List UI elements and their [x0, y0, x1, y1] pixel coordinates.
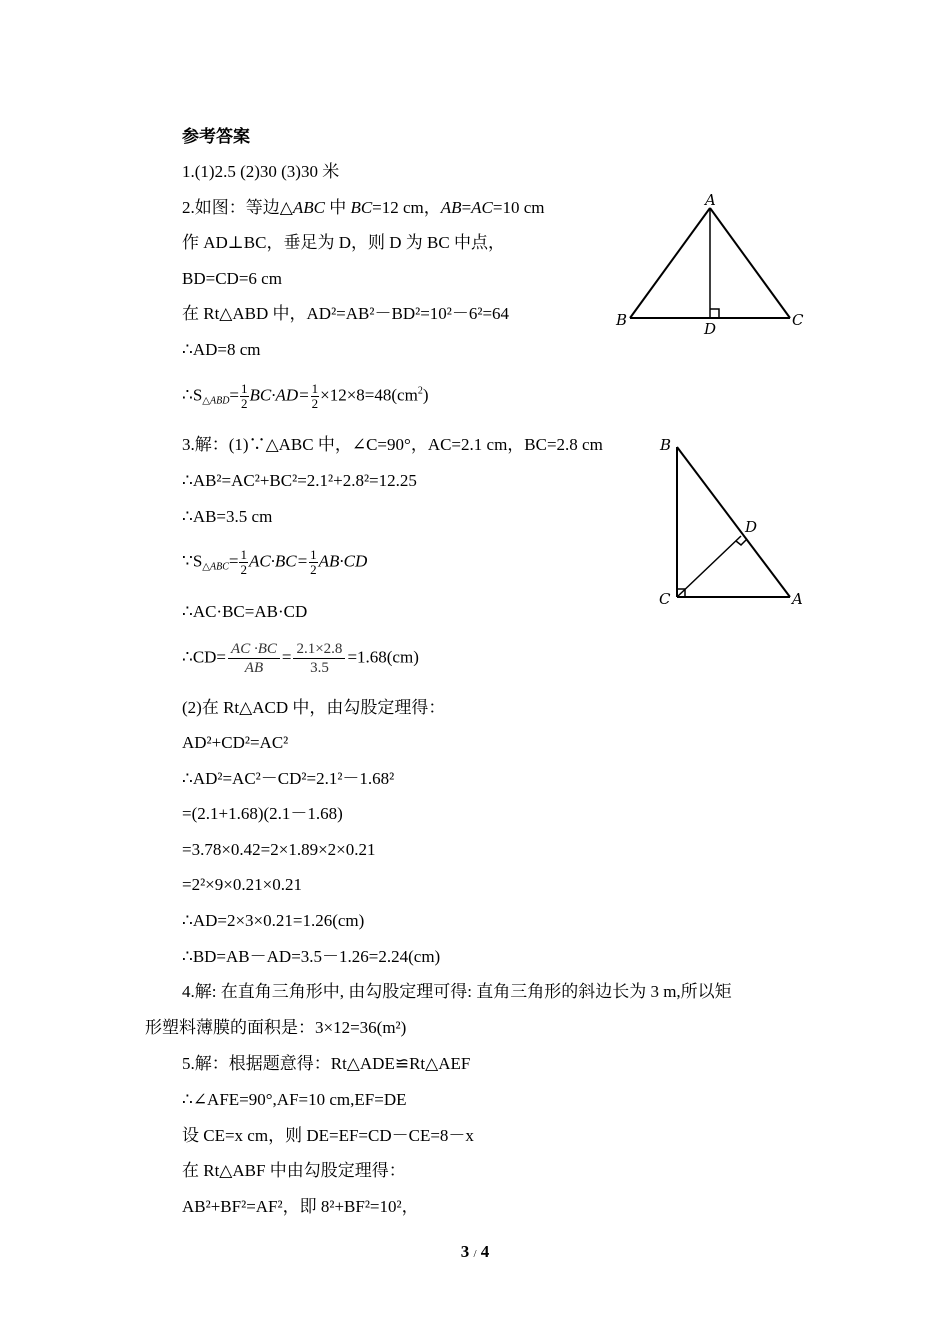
page-number [0, 1242, 950, 1262]
answer-5-line-4: 在 Rt△ABF 中由勾股定理得： [182, 1161, 406, 1180]
answer-4-line-1: 4.解: 在直角三角形中, 由勾股定理可得: 直角三角形的斜边长为 3 m,所以矩 [182, 982, 732, 1001]
answer-5-line-3: 设 CE=x cm，则 DE=EF=CD－CE=8－x [182, 1126, 474, 1145]
answer-5-line-1: 5.解：根据题意得：Rt△ADE≌Rt△AEF [182, 1054, 471, 1073]
label-a: A [792, 590, 803, 608]
answer-2-line-1 [182, 197, 545, 219]
fraction [240, 382, 249, 411]
frac-den: 2 [311, 396, 319, 411]
answer-2-line-5: ∴AD=8 cm [182, 340, 261, 359]
text: AB·CD [318, 551, 368, 571]
text: AC·BC= [248, 551, 309, 571]
answer-3-line-5: ∴AC·BC=AB·CD [182, 602, 308, 621]
answer-2-line-3: BD=CD=6 cm [182, 269, 282, 288]
subscript: △ABD [202, 395, 230, 407]
text: ) [422, 385, 429, 405]
fraction [293, 640, 345, 677]
frac-den: 2 [241, 396, 248, 411]
frac-den: AB [244, 660, 264, 676]
subscript: △ABC [202, 561, 229, 573]
answer-3-line-14: ∴BD=AB－AD=3.5－1.26=2.24(cm) [182, 947, 441, 966]
fraction [228, 640, 280, 677]
answer-3-line-1: 3.解：(1)∵△ABC 中，∠C=90°，AC=2.1 cm，BC=2.8 cm [182, 435, 603, 454]
fraction [311, 382, 320, 411]
right-angle-mark-d [736, 540, 746, 545]
answer-2-line-6 [182, 382, 429, 411]
fraction [309, 548, 318, 577]
label-a: A [705, 191, 716, 209]
text: = [461, 198, 472, 217]
frac-num: 1 [241, 381, 248, 396]
answer-2-line-2: 作 AD⊥BC，垂足为 D，则 D 为 BC 中点， [182, 233, 505, 252]
right-angle-mark [710, 309, 719, 318]
page-separator: / [473, 1248, 477, 1260]
answer-1: 1.(1)2.5 (2)30 (3)30 米 [182, 162, 340, 181]
text: =10 cm [492, 198, 545, 217]
text: =12 cm， [372, 198, 441, 217]
answer-3-line-8: AD²+CD²=AC² [182, 733, 289, 752]
label-b: B [616, 311, 628, 329]
text: ∴S [182, 385, 203, 405]
answer-3-line-3: ∴AB=3.5 cm [182, 507, 273, 526]
answer-3-line-4 [182, 548, 367, 577]
edge-ab [630, 208, 710, 318]
fraction [239, 548, 248, 577]
frac-num: 1 [311, 381, 319, 396]
text: = [229, 385, 240, 405]
frac-den: 3.5 [310, 660, 329, 676]
answer-3-line-10: =(2.1+1.68)(2.1－1.68) [182, 804, 343, 823]
edge-ab [677, 447, 790, 597]
frac-num: 1 [240, 547, 247, 562]
page-total: 4 [480, 1242, 490, 1261]
answer-3-line-13: ∴AD=2×3×0.21=1.26(cm) [182, 911, 365, 930]
text: BC·AD= [249, 385, 310, 405]
answer-3-line-9: ∴AD²=AC²－CD²=2.1²－1.68² [182, 769, 395, 788]
triangle-figure-2 [655, 432, 815, 612]
superscript: 2 [417, 385, 423, 397]
label-c: C [659, 590, 671, 608]
frac-den: 2 [240, 562, 247, 577]
text: BC [350, 198, 373, 217]
text: AC [471, 198, 493, 217]
answer-4-line-2: 形塑料薄膜的面积是：3×12=36(m²) [145, 1018, 407, 1037]
label-d: D [704, 320, 717, 338]
answer-5-line-2: ∴∠AFE=90°,AF=10 cm,EF=DE [182, 1090, 407, 1109]
text: = [228, 551, 239, 571]
answer-3-line-7: (2)在 Rt△ACD 中，由勾股定理得： [182, 698, 446, 717]
label-d: D [745, 518, 758, 536]
text: =1.68(cm) [347, 647, 419, 667]
text: 2.如图：等边△ [182, 198, 293, 217]
text: AB [440, 198, 462, 217]
answer-3-line-6 [182, 640, 419, 677]
answer-2-line-4: 在 Rt△ABD 中，AD²=AB²－BD²=10²－6²=64 [182, 304, 510, 323]
text: = [281, 647, 292, 667]
triangle-figure-1 [610, 190, 820, 340]
altitude-cd [677, 536, 741, 597]
answer-3-line-12: =2²×9×0.21×0.21 [182, 875, 302, 894]
answer-3-line-2: ∴AB²=AC²+BC²=2.1²+2.8²=12.25 [182, 471, 417, 490]
text: 中 [324, 198, 351, 217]
text: ∴CD= [182, 647, 227, 667]
answer-5-line-5: AB²+BF²=AF²，即 8²+BF²=10²， [182, 1197, 419, 1216]
text: ∵S [182, 551, 203, 571]
frac-den: 2 [310, 562, 317, 577]
frac-num: 2.1×2.8 [293, 640, 345, 659]
frac-num: 1 [310, 547, 317, 562]
frac-num: AC ·BC [228, 640, 280, 659]
text: ×12×8=48(cm [320, 385, 418, 405]
text: ABC [292, 198, 325, 217]
label-c: C [792, 311, 804, 329]
label-b: B [660, 436, 672, 454]
answer-title: 参考答案 [182, 127, 250, 146]
page-current: 3 [460, 1242, 470, 1261]
edge-ac [710, 208, 790, 318]
answer-3-line-11: =3.78×0.42=2×1.89×2×0.21 [182, 840, 376, 859]
